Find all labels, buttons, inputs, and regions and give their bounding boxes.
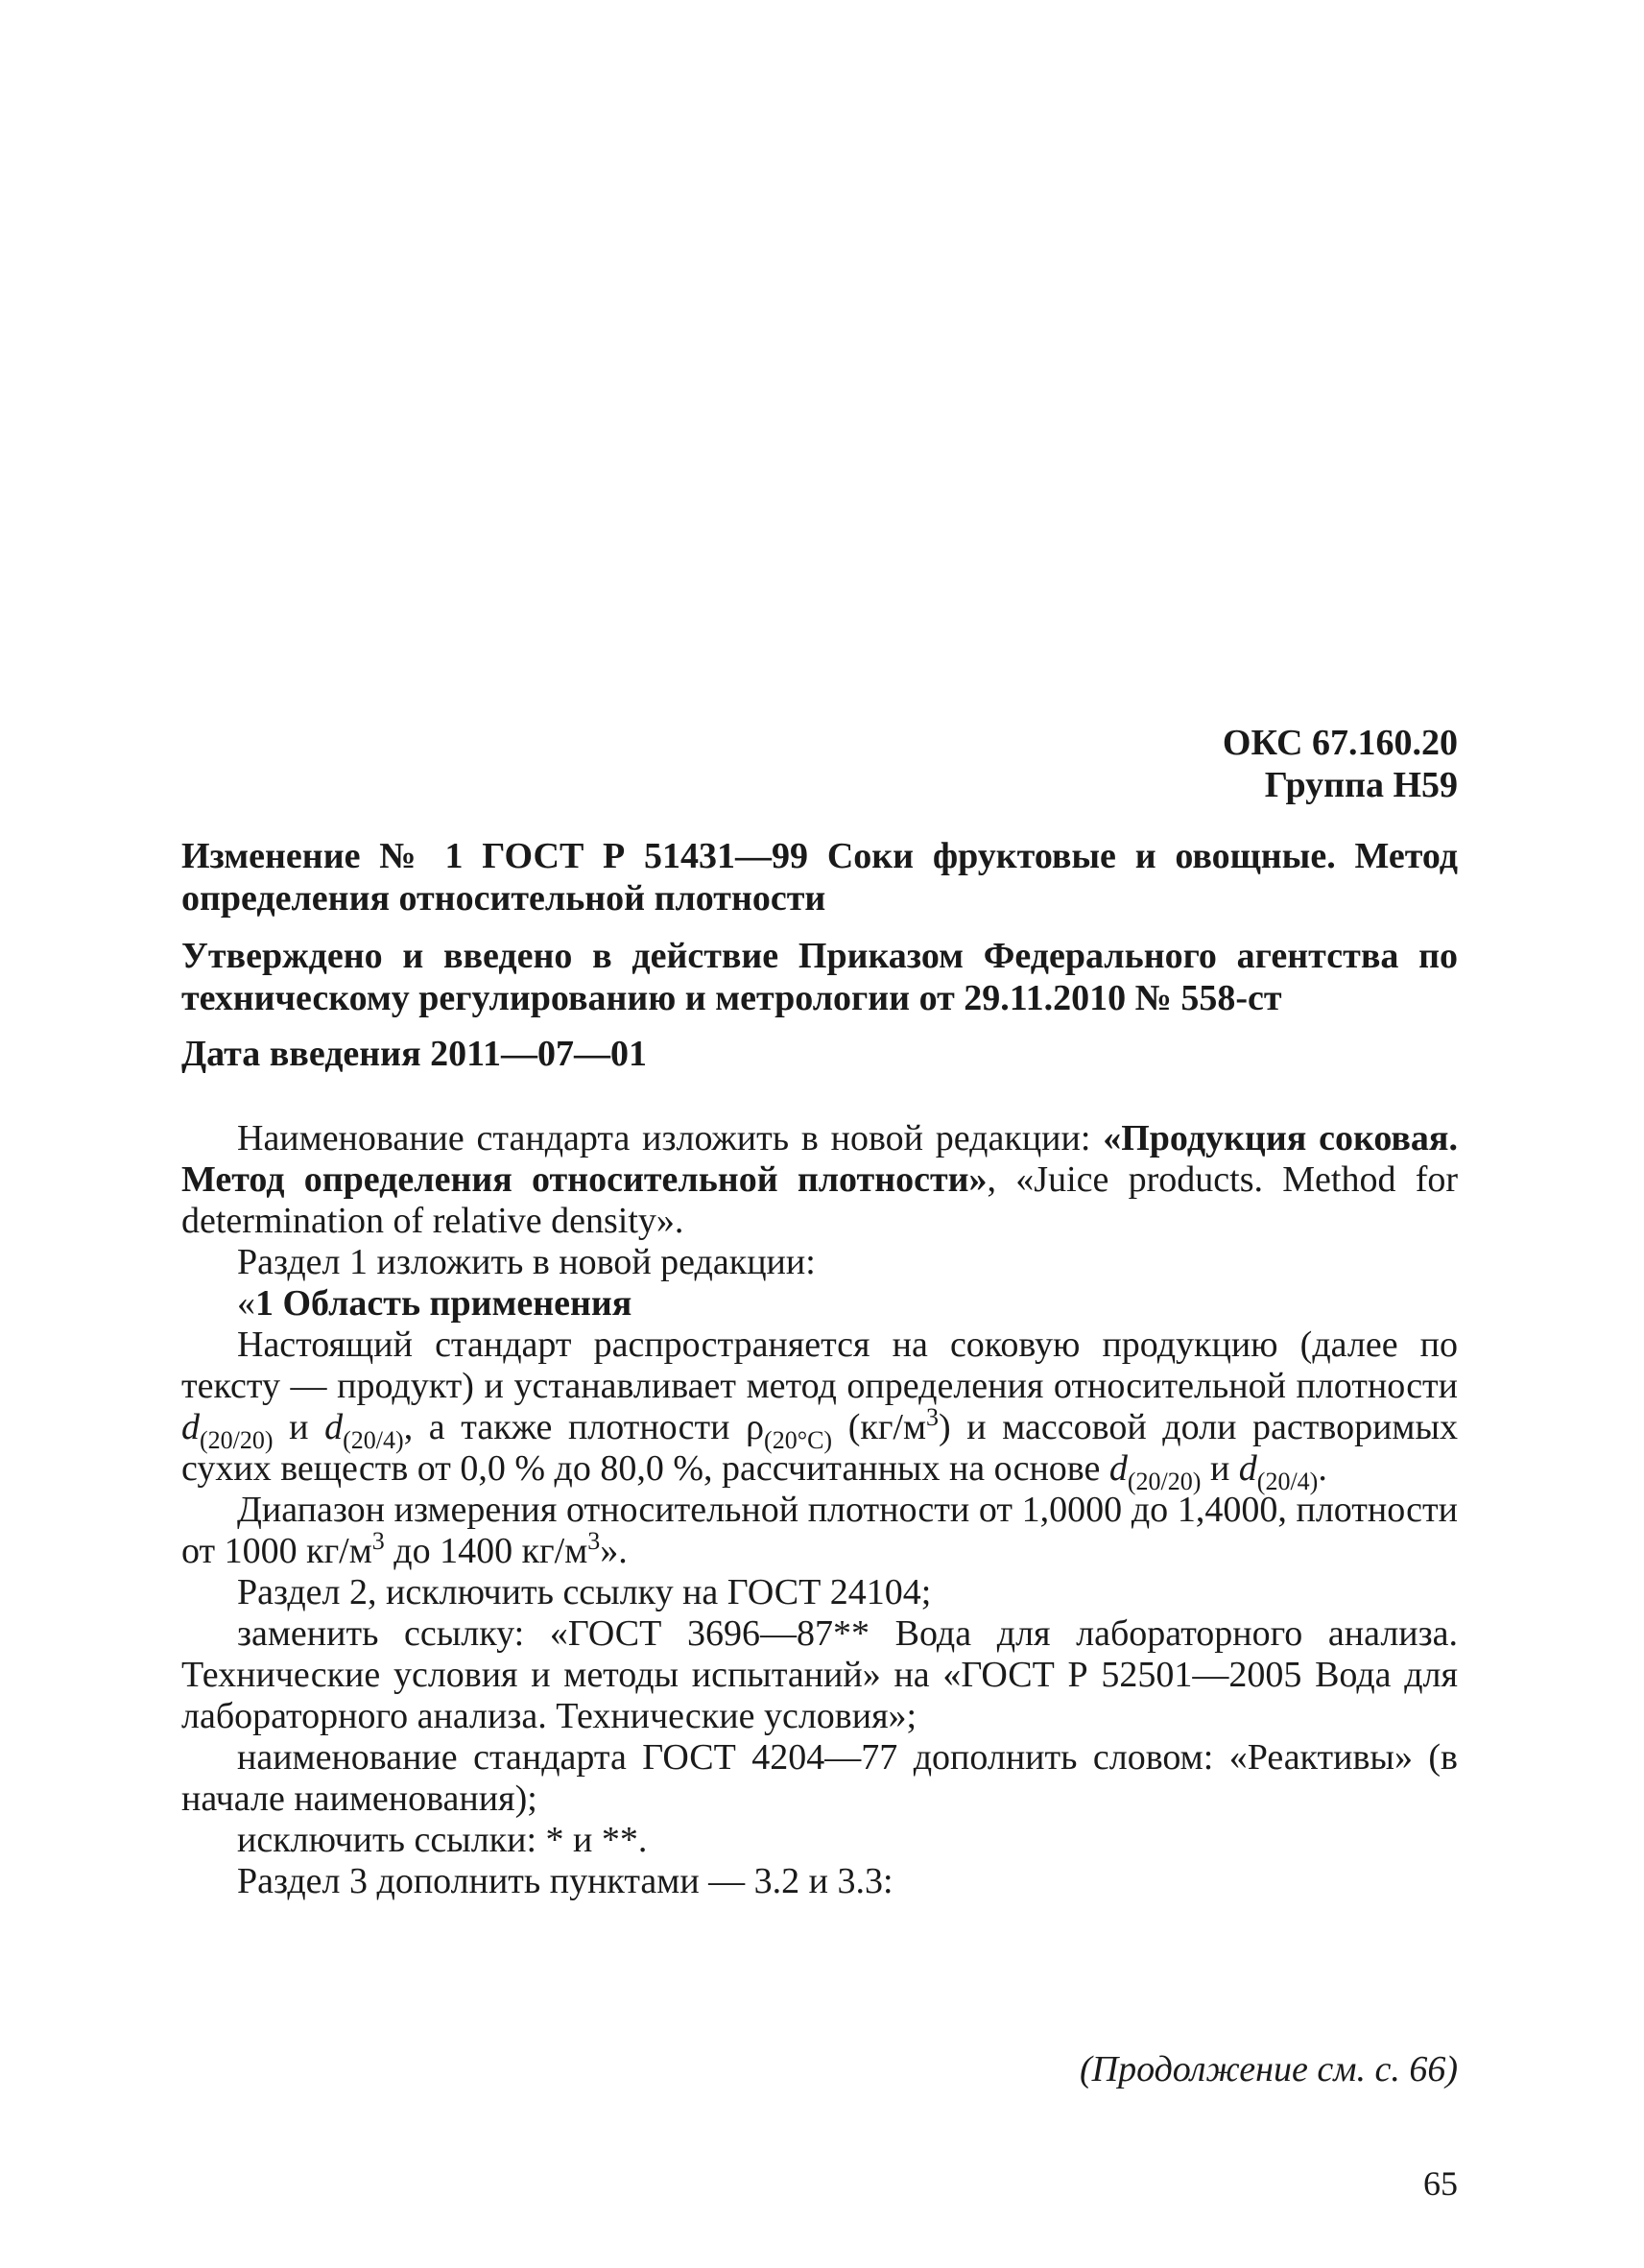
header-codes	[181, 722, 1458, 806]
group-code: Группа Н59	[1264, 765, 1458, 805]
paragraph-section1: Раздел 1 изложить в новой редакции:	[237, 1242, 816, 1282]
oks-code: ОКС 67.160.20	[1222, 723, 1458, 763]
introduction-date: Дата введения 2011—07—01	[181, 1034, 648, 1074]
paragraph-scope: Настоящий стандарт распространяется на соковую продукцию (далее по тексту — продукт) и устанавливает метод определения относительной плотности $d_{(20/20)}$ и $d_{(20/4)}$, а также плотности $\rho_{(20^\circ С)}$ $(кг/м^3)$ и массовой доли растворимых сухих веществ от 0,0 % до 80,0 %, рассчитанных на основе $d_{(20/20)}$ и $d_{(20/4)}$.	[181, 1325, 1458, 1495]
paragraph-section2: Раздел 2, исключить ссылку на ГОСТ 24104;	[237, 1572, 932, 1612]
body-text	[181, 1118, 1458, 1902]
paragraph-exclude-references: исключить ссылки: * и **.	[237, 1820, 648, 1860]
section-heading-scope: «1 Область применения	[237, 1283, 632, 1324]
paragraph-standard-name: Наименование стандарта изложить в новой редакции: «Продукция соковая. Метод определения относительной плотности», «Juice products. Method for determination of relative density».	[181, 1118, 1459, 1241]
page-number: 65	[1423, 2164, 1458, 2203]
paragraph-section3: Раздел 3 дополнить пунктами — 3.2 и 3.3:	[237, 1861, 893, 1901]
paragraph-standard-4204: наименование стандарта ГОСТ 4204—77 дополнить словом: «Реактивы» (в начале наименования);	[181, 1737, 1458, 1819]
paragraph-range: Диапазон измерения относительной плотности от 1,0000 до 1,4000, плотности от 1000 $кг/м^3$ до 1400 $кг/м^3$».	[181, 1490, 1458, 1571]
approval-statement: Утверждено и введено в действие Приказом Федерального агентства по техническому регулированию и метрологии от 29.11.2010 № 558-ст	[181, 936, 1458, 1018]
continuation-note: (Продолжение см. с. 66)	[1079, 2049, 1458, 2089]
change-title: Изменение № 1 ГОСТ Р 51431—99 Соки фруктовые и овощные. Метод определения относительной плотности	[181, 836, 1458, 919]
paragraph-replace-reference: заменить ссылку: «ГОСТ 3696—87** Вода для лабораторного анализа. Технические условия и методы испытаний» на «ГОСТ Р 52501—2005 Вода для лабораторного анализа. Технические условия»;	[181, 1613, 1458, 1736]
